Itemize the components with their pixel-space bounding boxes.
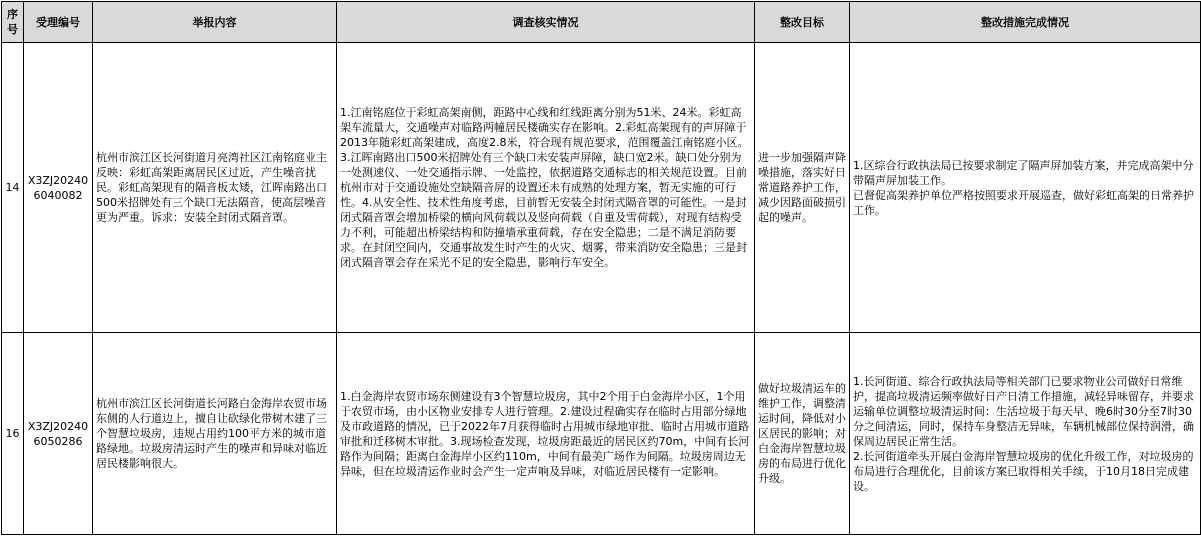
row-content: 杭州市滨江区长河街道长河路白金海岸农贸市场东侧的人行道边上，擅自让砍绿化带树木建了三个智慧垃圾房，违规占用约100平方米的城市道路绿地。垃圾房清运时产生的噪声和异味对临近居民楼影响很大。 [93, 333, 337, 535]
row-target: 做好垃圾清运车的维护工作，调整清运时间，降低对小区居民的影响；对白金海岸智慧垃圾房的布局进行优化升级。 [755, 333, 850, 535]
row-index: 14 [2, 43, 24, 333]
header-row [2, 2, 1201, 43]
row-investigation: 1.白金海岸农贸市场东侧建设有3个智慧垃圾房，其中2个用于白金海岸小区，1个用于农贸市场，由小区物业安排专人进行管理。2.建设过程确实存在临时占用部分绿地及市政道路的情况，已于2022年7月获得临时占用城市绿地审批、临时占用城市道路审批和迁移树木审批。3.现场检查发现，垃圾房距最近的居民区约70m，中间有长河路作为间隔；距离白金海岸小区约110m，中间有最美广场作为间隔。垃圾房周边无异味，但在垃圾清运作业时会产生一定声响及异味，对临近居民楼有一定影响。 [337, 333, 755, 535]
report-table [1, 1, 1201, 535]
header-target: 整改目标 [755, 2, 850, 43]
header-content: 举报内容 [93, 2, 337, 43]
row-content: 杭州市滨江区长河街道月亮湾社区江南铭庭业主反映：彩虹高架距离居民区过近，产生噪音扰民。彩虹高架现有的隔音板太矮，江晖南路出口500米招牌处有三个缺口无法隔音，使高层噪音更为严重。诉求：安装全封闭式隔音罩。 [93, 43, 337, 333]
row-measures: 1.长河街道、综合行政执法局等相关部门已要求物业公司做好日常维护，提高垃圾清运频率做好日产日清工作措施，减轻异味留存，并要求运输单位调整垃圾清运时间：生活垃圾于每天早、晚6时30分至7时30分之间清运，同时，保持车身整洁无异味，车辆机械部位保持润滑，确保周边居民正常生活。 2.长河街道牵头开展白金海岸智慧垃圾房的优化升级工作，对垃圾房的布局进行合理优化，目前该方案已取得相关手续，于10月18日完成建设。 [850, 333, 1201, 535]
row-code: X3ZJ20240 6040082 [24, 43, 93, 333]
table-row [2, 43, 1201, 333]
row-investigation: 1.江南铭庭位于彩虹高架南侧，距路中心线和红线距离分别为51米、24米。彩虹高架车流量大，交通噪声对临路两幢居民楼确实存在影响。2.彩虹高架现有的声屏障于2013年随彩虹高架建成，高度2.8米，符合现有规范要求，范围覆盖江南铭庭小区。3.江晖南路出口500米招牌处有三个缺口未安装声屏障，缺口宽2米。缺口处分别为一处测速仪、一处交通指示牌、一处监控，依据道路交通标志的相关规范设置。目前杭州市对于交通设施处空缺隔音屏的设置还未有成熟的处理方案，暂无实施的可行性。4.从安全性、技术性角度考虑，目前暂无安装全封闭式隔音罩的可能性。一是封闭式隔音罩会增加桥梁的横向风荷载以及竖向荷载（自重及雪荷载），对现有结构受力不利，可能超出桥梁结构和防撞墙承重荷载，存在安全隐患；二是不满足消防要求。在封闭空间内，交通事故发生时产生的火灾、烟雾，带来消防安全隐患；三是封闭式隔音罩会存在采光不足的安全隐患，影响行车安全。 [337, 43, 755, 333]
row-measures: 1.区综合行政执法局已按要求制定了隔声屏加装方案，并完成高架中分带隔声屏加装工作。 已督促高架养护单位严格按照要求开展巡查，做好彩虹高架的日常养护工作。 [850, 43, 1201, 333]
header-index: 序 号 [2, 2, 24, 43]
header-code: 受理编号 [24, 2, 93, 43]
header-investigation: 调查核实情况 [337, 2, 755, 43]
header-measures: 整改措施完成情况 [850, 2, 1201, 43]
row-code: X3ZJ20240 6050286 [24, 333, 93, 535]
row-index: 16 [2, 333, 24, 535]
row-target: 进一步加强隔声降噪措施，落实好日常道路养护工作，减少因路面破损引起的噪声。 [755, 43, 850, 333]
table-row [2, 333, 1201, 535]
